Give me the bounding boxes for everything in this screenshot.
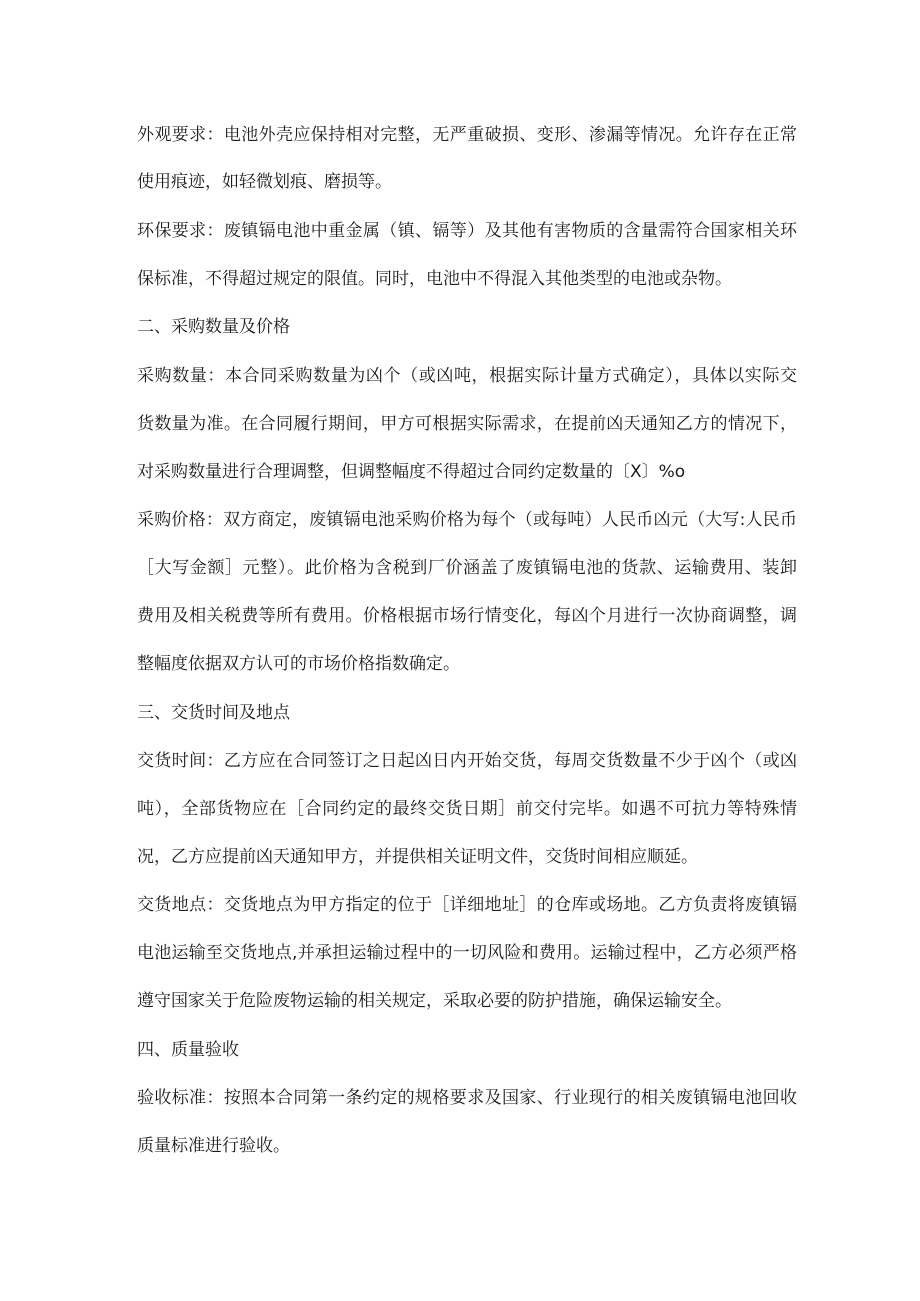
paragraph-line: ［大写金额］元整）。此价格为含税到厂价涵盖了废镇镉电池的货款、运输费用、装卸 [137, 558, 797, 578]
paragraph-line: 吨），全部货物应在［合同约定的最终交货日期］前交付完毕。如遇不可抗力等特殊情 [137, 799, 797, 819]
paragraph-line: 交货时间：乙方应在合同签订之日起凶日内开始交货，每周交货数量不少于凶个（或凶 [137, 751, 797, 771]
section-heading: 四、质量验收 [137, 1040, 239, 1060]
paragraph-line: 遵守国家关于危险废物运输的相关规定，采取必要的防护措施，确保运输安全。 [137, 991, 732, 1011]
paragraph-line: 货数量为准。在合同履行期间，甲方可根据实际需求，在提前凶天通知乙方的情况下， [137, 414, 797, 434]
paragraph-line: 对采购数量进行合理调整，但调整幅度不得超过合同约定数量的〔X〕%o [137, 462, 686, 482]
paragraph-line: 保标准，不得超过规定的限值。同时，电池中不得混入其他类型的电池或杂物。 [137, 269, 732, 289]
paragraph-line: 整幅度依据双方认可的市场价格指数确定。 [137, 654, 460, 674]
paragraph-line: 质量标准进行验收。 [137, 1136, 290, 1156]
paragraph-line: 采购价格：双方商定，废镇镉电池采购价格为每个（或每吨）人民币凶元（大写:人民币 [137, 510, 797, 530]
paragraph-line: 电池运输至交货地点,并承担运输过程中的一切风险和费用。运输过程中，乙方必须严格 [137, 943, 797, 963]
paragraph-line: 外观要求：电池外壳应保持相对完整，无严重破损、变形、渗漏等情况。允许存在正常 [137, 125, 797, 145]
paragraph-line: 采购数量：本合同采购数量为凶个（或凶吨，根据实际计量方式确定），具体以实际交 [137, 366, 797, 386]
paragraph-line: 况，乙方应提前凶天通知甲方，并提供相关证明文件，交货时间相应顺延。 [137, 847, 698, 867]
paragraph-line: 交货地点：交货地点为甲方指定的位于［详细地址］的仓库或场地。乙方负责将废镇镉 [137, 895, 797, 915]
section-heading: 三、交货时间及地点 [137, 703, 290, 723]
section-heading: 二、采购数量及价格 [137, 317, 290, 337]
paragraph-line: 环保要求：废镇镉电池中重金属（镇、镉等）及其他有害物质的含量需符合国家相关环 [137, 221, 797, 241]
paragraph-line: 费用及相关税费等所有费用。价格根据市场行情变化，每凶个月进行一次协商调整，调 [137, 606, 797, 626]
paragraph-line: 使用痕迹，如轻微划痕、磨损等。 [137, 172, 392, 192]
paragraph-line: 验收标准：按照本合同第一条约定的规格要求及国家、行业现行的相关废镇镉电池回收 [137, 1088, 797, 1108]
